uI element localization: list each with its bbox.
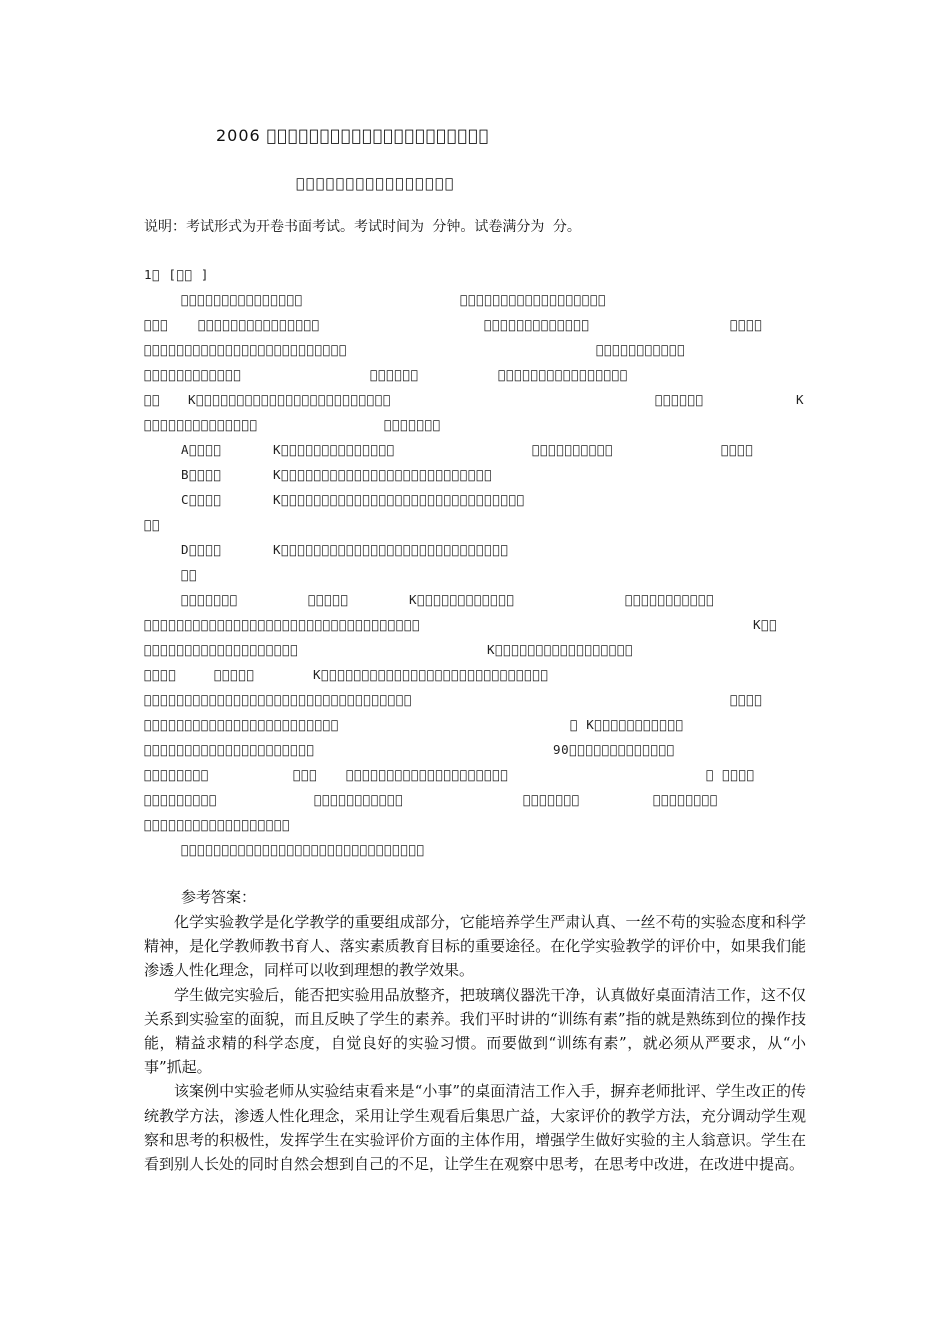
garbled-text-segment: K􀀀􀀀􀀀􀀀􀀀􀀀􀀀􀀀􀀀􀀀􀀀􀀀􀀀􀀀: [273, 442, 395, 457]
garbled-text-segment: 􀀀􀀀􀀀􀀀􀀀􀀀􀀀􀀀􀀀􀀀􀀀􀀀􀀀􀀀􀀀􀀀􀀀􀀀􀀀􀀀􀀀􀀀􀀀􀀀􀀀: [144, 342, 348, 357]
answer-paragraph: 该案例中实验老师从实验结束看来是“小事”的桌面清洁工作入手，摒弃老师批评、学生改正的传统教学方法，渗透人性化理念，采用让学生观看后集思广益，大家评价的教学方法，充分调动学生观察和思考的积极性，发挥学生在实验评价方面的主体作用，增强学生做好实验的主人翁意识。学生在看到别人长处的同时自然会想到自己的不足，让学生在观察中思考，在思考中改进，在改进中提高。: [144, 1082, 806, 1174]
garbled-text-segment: 􀀀􀀀􀀀􀀀: [721, 442, 754, 457]
garbled-text-segment: 􀀀􀀀􀀀􀀀􀀀􀀀􀀀􀀀􀀀􀀀􀀀􀀀􀀀􀀀􀀀􀀀􀀀􀀀􀀀􀀀􀀀􀀀􀀀􀀀􀀀􀀀􀀀􀀀􀀀􀀀: [181, 842, 425, 857]
garbled-text-segment: 􀀀􀀀􀀀􀀀􀀀􀀀􀀀􀀀􀀀􀀀􀀀􀀀􀀀: [484, 317, 590, 332]
garbled-text-segment: 􀀀􀀀􀀀􀀀􀀀􀀀􀀀􀀀􀀀􀀀􀀀􀀀􀀀􀀀􀀀􀀀: [498, 367, 629, 382]
garbled-text-segment: 􀀀􀀀􀀀􀀀􀀀􀀀􀀀: [181, 592, 238, 607]
garbled-text-segment: 􀀀􀀀􀀀􀀀􀀀􀀀􀀀􀀀􀀀􀀀􀀀􀀀: [144, 367, 242, 382]
garbled-text-segment: 􀀀􀀀􀀀􀀀􀀀􀀀􀀀􀀀􀀀􀀀􀀀􀀀􀀀􀀀􀀀􀀀􀀀􀀀􀀀􀀀􀀀􀀀􀀀􀀀: [144, 717, 340, 732]
garbled-text-segment: 􀀀􀀀􀀀􀀀􀀀􀀀: [655, 392, 704, 407]
garbled-text-segment: K􀀀􀀀􀀀􀀀􀀀􀀀􀀀􀀀􀀀􀀀􀀀􀀀􀀀􀀀􀀀􀀀􀀀: [487, 642, 634, 657]
garbled-text-segment: K􀀀􀀀􀀀􀀀􀀀􀀀􀀀􀀀􀀀􀀀􀀀􀀀􀀀􀀀􀀀􀀀􀀀􀀀􀀀􀀀􀀀􀀀􀀀􀀀􀀀􀀀􀀀􀀀􀀀􀀀: [273, 492, 525, 507]
garbled-text-segment: K􀀀􀀀􀀀􀀀􀀀􀀀􀀀􀀀􀀀􀀀􀀀􀀀􀀀􀀀􀀀􀀀􀀀􀀀􀀀􀀀􀀀􀀀􀀀􀀀: [188, 392, 392, 407]
garbled-text-segment: 􀀀􀀀􀀀􀀀􀀀􀀀􀀀􀀀􀀀􀀀: [532, 442, 614, 457]
exam-instructions: 说明：考试形式为开卷书面考试。考试时间为 分钟。试卷满分为 分。: [144, 219, 581, 235]
garbled-text-segment: 􀀀􀀀􀀀􀀀􀀀􀀀􀀀􀀀􀀀􀀀􀀀􀀀􀀀􀀀􀀀􀀀􀀀􀀀􀀀􀀀􀀀􀀀􀀀􀀀􀀀􀀀􀀀􀀀􀀀􀀀􀀀􀀀􀀀􀀀: [144, 617, 421, 632]
answer-heading: 参考答案：: [181, 888, 257, 906]
garbled-text-segment: 􀀀􀀀􀀀􀀀􀀀􀀀􀀀􀀀: [144, 767, 210, 782]
garbled-text-segment: 􀀀􀀀􀀀􀀀􀀀􀀀􀀀􀀀􀀀􀀀􀀀􀀀􀀀􀀀􀀀􀀀􀀀􀀀􀀀: [144, 642, 299, 657]
garbled-text-segment: K: [796, 392, 805, 407]
garbled-text-segment: 􀀀􀀀􀀀􀀀􀀀􀀀􀀀􀀀􀀀􀀀􀀀􀀀􀀀􀀀􀀀: [181, 292, 303, 307]
garbled-text-segment: 􀀀􀀀􀀀􀀀􀀀􀀀􀀀: [523, 792, 580, 807]
garbled-text-segment: 􀀀􀀀􀀀􀀀􀀀􀀀􀀀􀀀􀀀􀀀􀀀􀀀􀀀􀀀􀀀􀀀􀀀􀀀􀀀􀀀􀀀􀀀􀀀􀀀􀀀􀀀􀀀􀀀􀀀􀀀􀀀􀀀􀀀: [144, 692, 413, 707]
garbled-text-segment: B􀀀􀀀􀀀􀀀: [181, 467, 222, 482]
garbled-text-segment: 􀀀􀀀􀀀􀀀: [730, 317, 763, 332]
garbled-text-segment: K􀀀􀀀􀀀􀀀􀀀􀀀􀀀􀀀􀀀􀀀􀀀􀀀: [409, 592, 515, 607]
garbled-text-segment: 􀀀􀀀􀀀􀀀􀀀􀀀􀀀􀀀􀀀􀀀􀀀􀀀􀀀􀀀: [144, 417, 258, 432]
garbled-text-segment: 􀀀􀀀􀀀􀀀􀀀􀀀􀀀􀀀􀀀􀀀􀀀􀀀􀀀􀀀􀀀􀀀􀀀􀀀: [460, 292, 607, 307]
garbled-text-segment: 􀀀􀀀: [144, 392, 161, 407]
question-number: 1􀀀 [􀀀􀀀 ]: [144, 267, 210, 282]
garbled-text-segment: 􀀀􀀀: [181, 567, 198, 582]
garbled-text-segment: K􀀀􀀀􀀀􀀀􀀀􀀀􀀀􀀀􀀀􀀀􀀀􀀀􀀀􀀀􀀀􀀀􀀀􀀀􀀀􀀀􀀀􀀀􀀀􀀀􀀀􀀀: [273, 467, 493, 482]
garbled-text-segment: 􀀀􀀀􀀀􀀀􀀀􀀀􀀀􀀀􀀀: [144, 792, 218, 807]
garbled-text-segment: 􀀀􀀀􀀀􀀀􀀀􀀀􀀀􀀀􀀀􀀀􀀀􀀀􀀀􀀀􀀀􀀀􀀀􀀀􀀀􀀀: [346, 767, 509, 782]
garbled-text-segment: 􀀀􀀀􀀀􀀀􀀀􀀀􀀀􀀀􀀀􀀀􀀀: [596, 342, 686, 357]
doc-title-line-1: 2006 􀀀􀀀􀀀􀀀􀀀􀀀􀀀􀀀􀀀􀀀􀀀􀀀􀀀􀀀􀀀􀀀􀀀􀀀􀀀􀀀􀀀: [216, 126, 490, 145]
garbled-text-segment: 􀀀􀀀􀀀􀀀􀀀􀀀: [370, 367, 419, 382]
garbled-text-segment: 􀀀􀀀􀀀􀀀􀀀􀀀􀀀􀀀􀀀􀀀􀀀􀀀􀀀􀀀􀀀: [198, 317, 320, 332]
garbled-text-segment: K􀀀􀀀􀀀􀀀􀀀􀀀􀀀􀀀􀀀􀀀􀀀􀀀􀀀􀀀􀀀􀀀􀀀􀀀􀀀􀀀􀀀􀀀􀀀􀀀􀀀􀀀􀀀􀀀: [273, 542, 509, 557]
garbled-text-segment: 􀀀􀀀: [144, 517, 161, 532]
garbled-text-segment: 􀀀􀀀􀀀􀀀􀀀􀀀􀀀􀀀􀀀􀀀􀀀: [625, 592, 715, 607]
doc-title-line-2: 􀀀􀀀􀀀􀀀􀀀􀀀􀀀􀀀􀀀􀀀􀀀􀀀􀀀􀀀􀀀􀀀: [296, 176, 455, 192]
garbled-text-segment: C􀀀􀀀􀀀􀀀: [181, 492, 222, 507]
garbled-text-segment: 􀀀􀀀􀀀􀀀􀀀􀀀􀀀􀀀􀀀􀀀􀀀􀀀􀀀􀀀􀀀􀀀􀀀􀀀: [144, 817, 291, 832]
garbled-text-segment: 􀀀 K􀀀􀀀􀀀􀀀􀀀􀀀􀀀􀀀􀀀􀀀􀀀: [570, 717, 684, 732]
answer-paragraph: 化学实验教学是化学教学的重要组成部分，它能培养学生严肃认真、一丝不苟的实验态度和科学精神，是化学教师教书育人、落实素质教育目标的重要途径。在化学实验教学的评价中，如果我们能渗透人性化理念，同样可以收到理想的教学效果。: [144, 913, 806, 980]
garbled-text-segment: K􀀀􀀀􀀀􀀀􀀀􀀀􀀀􀀀􀀀􀀀􀀀􀀀􀀀􀀀􀀀􀀀􀀀􀀀􀀀􀀀􀀀􀀀􀀀􀀀􀀀􀀀􀀀􀀀: [313, 667, 549, 682]
garbled-text-segment: A􀀀􀀀􀀀􀀀: [181, 442, 222, 457]
garbled-text-segment: 􀀀􀀀􀀀􀀀􀀀􀀀􀀀􀀀􀀀􀀀􀀀: [314, 792, 404, 807]
garbled-text-segment: 􀀀􀀀􀀀􀀀􀀀􀀀􀀀􀀀: [653, 792, 719, 807]
garbled-text-segment: 􀀀􀀀􀀀: [144, 317, 169, 332]
garbled-text-segment: 􀀀 􀀀􀀀􀀀􀀀: [706, 767, 755, 782]
answer-body: [144, 910, 806, 1176]
garbled-text-segment: K􀀀􀀀: [753, 617, 778, 632]
garbled-text-segment: 􀀀􀀀􀀀􀀀􀀀􀀀􀀀􀀀􀀀􀀀􀀀􀀀􀀀􀀀􀀀􀀀􀀀􀀀􀀀􀀀􀀀: [144, 742, 315, 757]
garbled-text-segment: 􀀀􀀀􀀀􀀀: [730, 692, 763, 707]
garbled-text-segment: 􀀀􀀀􀀀􀀀􀀀􀀀􀀀: [384, 417, 441, 432]
garbled-text-segment: 􀀀􀀀􀀀􀀀􀀀: [308, 592, 349, 607]
garbled-text-segment: 􀀀􀀀􀀀􀀀: [144, 667, 177, 682]
answer-paragraph: 学生做完实验后，能否把实验用品放整齐，把玻璃仪器洗干净，认真做好桌面清洁工作，这不仅关系到实验室的面貌，而且反映了学生的素养。我们平时讲的“训练有素”指的就是熟练到位的操作技能，精益求精的科学态度，自觉良好的实验习惯。而要做到“训练有素”，就必须从严要求，从“小事”抓起。: [144, 985, 806, 1077]
garbled-text-segment: 􀀀􀀀􀀀: [293, 767, 318, 782]
garbled-text-segment: 􀀀􀀀􀀀􀀀􀀀: [214, 667, 255, 682]
garbled-text-segment: D􀀀􀀀􀀀􀀀: [181, 542, 222, 557]
garbled-text-segment: 90􀀀􀀀􀀀􀀀􀀀􀀀􀀀􀀀􀀀􀀀􀀀􀀀􀀀: [553, 742, 675, 757]
